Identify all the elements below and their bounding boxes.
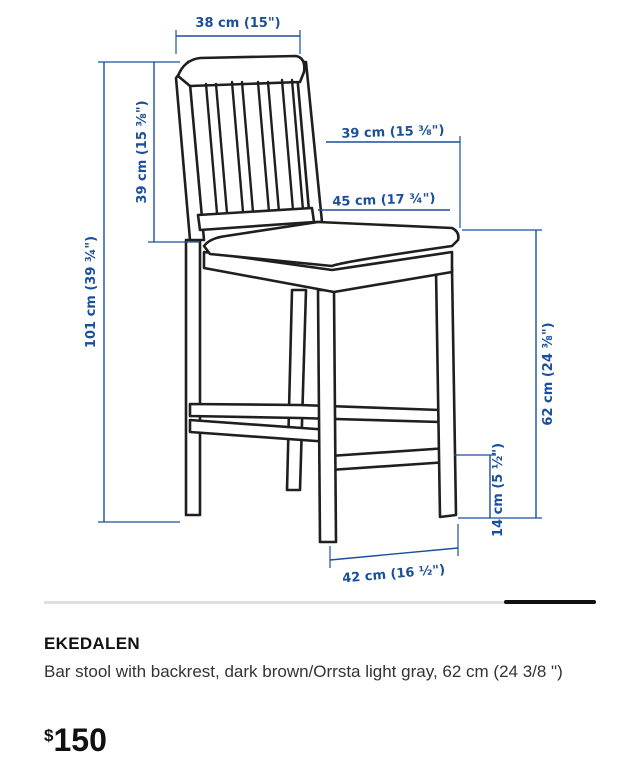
price-amount: 150 — [53, 722, 107, 758]
product-name: EKEDALEN — [44, 634, 140, 653]
price-currency: $ — [44, 726, 54, 745]
dim-total-height: 101 cm (39 ¾") — [84, 235, 99, 349]
dim-seat-depth-upper: 39 cm (15 ⅜") — [341, 123, 445, 142]
product-price — [44, 722, 107, 759]
dim-footrest-height: 14 cm (5 ½") — [491, 442, 506, 538]
dim-top-width: 38 cm (15") — [195, 16, 281, 31]
dim-base-width: 42 cm (16 ½") — [341, 562, 446, 587]
dim-seat-depth: 45 cm (17 ¾") — [332, 191, 436, 210]
product-description: Bar stool with backrest, dark brown/Orrsta light gray, 62 cm (24 3/8 ") — [44, 662, 563, 681]
dim-back-height: 39 cm (15 ⅜") — [135, 100, 150, 204]
image-carousel-scrollbar-thumb[interactable] — [504, 600, 596, 604]
dim-seat-height: 62 cm (24 ⅜") — [541, 322, 556, 426]
